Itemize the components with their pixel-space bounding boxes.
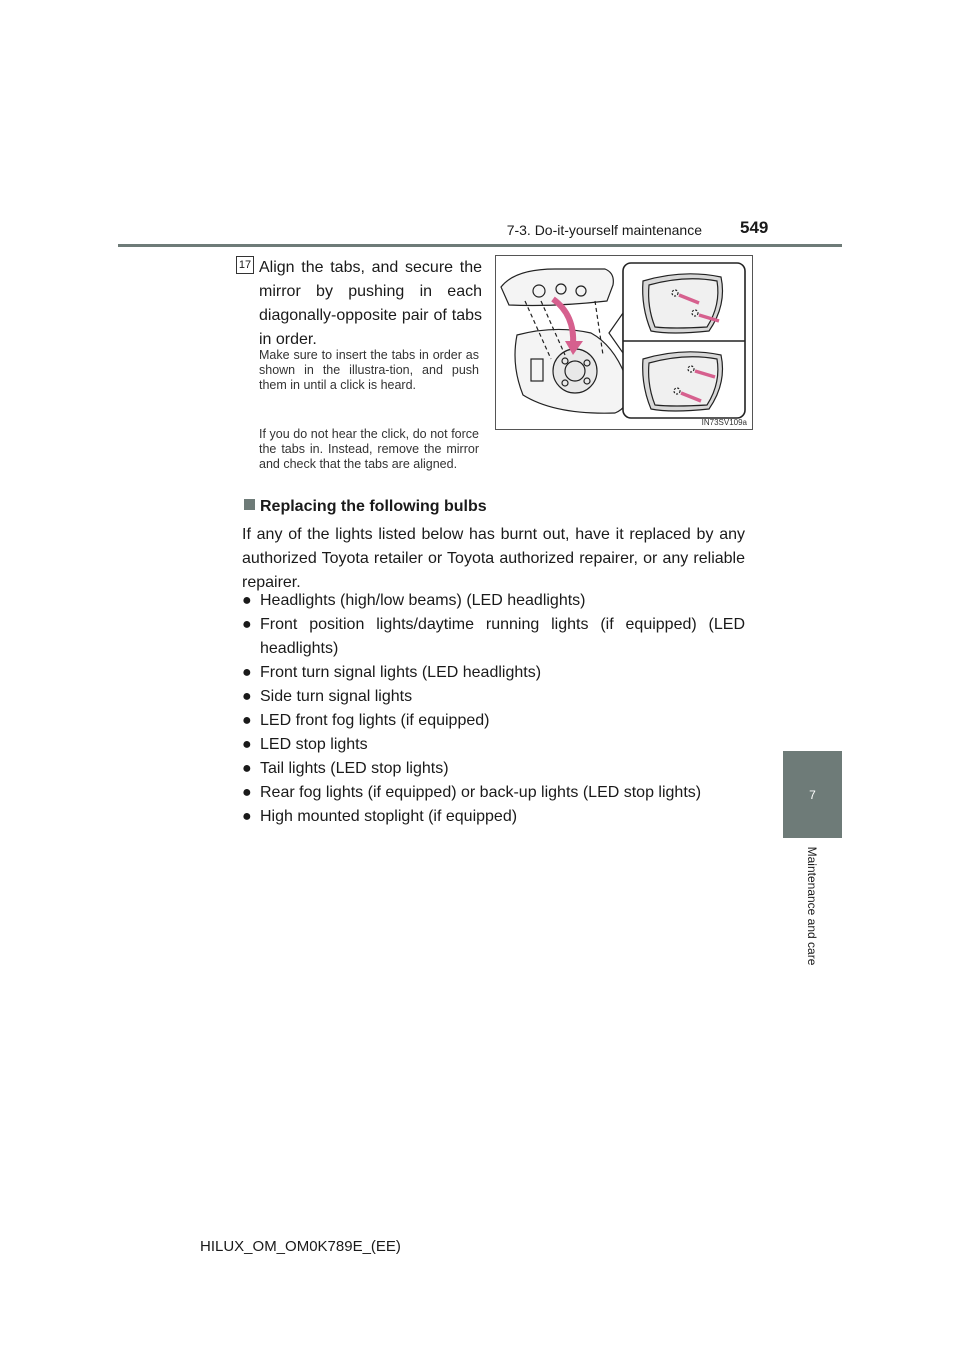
bullet-icon: ● xyxy=(242,736,252,753)
bullet-icon: ● xyxy=(242,664,252,681)
bullet-icon: ● xyxy=(242,712,252,729)
list-item: ● Front position lights/daytime running lights (if equipped) (LED headlights) xyxy=(242,613,745,661)
step-instruction: Align the tabs, and secure the mirror by pushing in each diagonally-opposite pair of tabs in order. xyxy=(259,259,482,348)
bullet-icon: ● xyxy=(242,784,252,801)
list-item: ● Tail lights (LED stop lights) xyxy=(242,757,745,781)
mirror-installation-illustration xyxy=(495,255,753,430)
chapter-tab[interactable] xyxy=(783,751,842,838)
list-item: ● Headlights (high/low beams) (LED headlights) xyxy=(242,589,745,613)
document-code: HILUX_OM_OM0K789E_(EE) xyxy=(200,1238,401,1255)
mirror-detail-bottom xyxy=(643,352,723,411)
list-item: ● Front turn signal lights (LED headlights) xyxy=(242,661,745,685)
list-item: ● High mounted stoplight (if equipped) xyxy=(242,805,745,829)
bullet-icon: ● xyxy=(242,592,252,609)
step-note: If you do not hear the click, do not force the tabs in. Instead, remove the mirror and check that the tabs are aligned. xyxy=(259,427,479,471)
chapter-number: 7 xyxy=(809,787,816,802)
illustration-code: IN73SV109a xyxy=(701,418,747,427)
step-number-badge: 17 xyxy=(236,256,254,274)
bullet-icon: ● xyxy=(242,808,252,825)
bullet-icon: ● xyxy=(242,616,252,633)
list-item: ● LED front fog lights (if equipped) xyxy=(242,709,745,733)
mirror-detail-top xyxy=(643,274,723,333)
list-item: ● Rear fog lights (if equipped) or back-up lights (LED stop lights) xyxy=(242,781,745,805)
step-note: Make sure to insert the tabs in order as shown in the illustra-tion, and push them in until a click is heard. xyxy=(259,348,479,392)
bullet-icon: ● xyxy=(242,688,252,705)
bulb-list xyxy=(242,589,745,829)
heading-square-icon xyxy=(244,499,255,510)
header-divider xyxy=(118,244,842,247)
bullet-icon: ● xyxy=(242,760,252,777)
section-heading xyxy=(244,498,487,516)
intro-paragraph: If any of the lights listed below has burnt out, have it replaced by any authorized Toyota retailer or Toyota authorized repairer, or any reliable repairer. xyxy=(242,526,745,591)
section-title: 7-3. Do-it-yourself maintenance xyxy=(506,222,702,238)
section-heading-text: Replacing the following bulbs xyxy=(260,498,487,515)
list-item: ● Side turn signal lights xyxy=(242,685,745,709)
chapter-title: Maintenance and care xyxy=(805,846,819,966)
list-item: ● LED stop lights xyxy=(242,733,745,757)
page-number: 549 xyxy=(740,218,769,237)
